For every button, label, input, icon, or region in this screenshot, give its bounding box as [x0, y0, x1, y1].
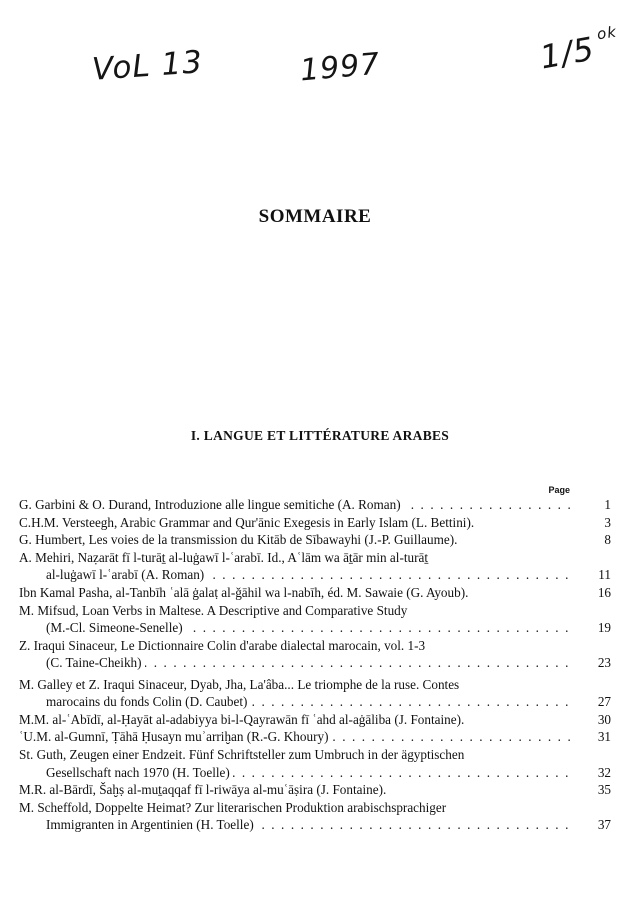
toc-entry-line: Ibn Kamal Pasha, al-Tanbīh ʿalā ġalaṭ al-ǧāhil wa l-nabīh, éd. M. Sawaie (G. Ayoub). [19, 584, 469, 600]
toc-page-number: 37 [575, 816, 611, 834]
toc-page-number: 1 [575, 496, 611, 514]
toc-page-number: 31 [575, 728, 611, 746]
page-column-label: Page [548, 485, 570, 495]
toc-entry-line: M.R. al-Bārdī, Šaḫṣ al-muṯaqqaf fī l-riwāya al-muʿāṣira (J. Fontaine). [19, 782, 387, 798]
toc-entry [19, 676, 611, 711]
toc-page-number: 23 [575, 654, 611, 672]
toc-entry [19, 711, 611, 729]
toc-entry-line: St. Guth, Zeugen einer Endzeit. Fünf Schriftsteller zum Umbruch in der ägyptischen [19, 746, 465, 762]
toc-entry-line: (M.-Cl. Simeone-Senelle) . . . [19, 619, 611, 637]
toc-entry-line: (C. Taine-Cheikh) . . . [19, 654, 611, 672]
toc-entry-line: G. Garbini & O. Durand, Introduzione alle lingue semitiche (A. Roman) . . . [19, 496, 611, 514]
toc-entry-line: A. Mehiri, Naẓarāt fī l-turāṯ al-luġawī l-ʿarabī. Id., Aʿlām wa āṯār min al-turāṯ [19, 549, 429, 565]
toc-entry [19, 514, 611, 532]
toc-page-number: 8 [575, 531, 611, 549]
toc-page-number: 27 [575, 693, 611, 711]
toc-entry-line: Immigranten in Argentinien (H. Toelle) . . . [19, 816, 611, 834]
toc-page-number: 35 [575, 781, 611, 799]
toc-entry-line: Gesellschaft nach 1970 (H. Toelle) . . . [19, 764, 611, 782]
toc-entry [19, 531, 611, 549]
toc-entry [19, 584, 611, 602]
toc-entry [19, 637, 611, 672]
toc-entry-line: M. Scheffold, Doppelte Heimat? Zur literarischen Produktion arabischsprachiger [19, 799, 447, 815]
toc-page-number: 19 [575, 619, 611, 637]
toc-entry-line: M. Galley et Z. Iraqui Sinaceur, Dyab, Jha, La'âba... Le triomphe de la ruse. Contes [19, 676, 460, 692]
handwritten-fraction-note: 1/5 [537, 29, 598, 77]
toc-entry-line: C.H.M. Versteegh, Arabic Grammar and Qur'ānic Exegesis in Early Islam (L. Bettini). [19, 514, 475, 530]
toc-entry [19, 602, 611, 637]
toc-entry [19, 799, 611, 834]
handwritten-year-note: 1997 [298, 46, 382, 89]
toc-entry-line: M. Mifsud, Loan Verbs in Maltese. A Descriptive and Comparative Study [19, 602, 408, 618]
toc-entry-line: al-luġawī l-ʿarabī (A. Roman) . . . [19, 566, 611, 584]
toc-page-number: 16 [575, 584, 611, 602]
toc-entry [19, 781, 611, 799]
toc-entry-line: M.M. al-ʿAbīdī, al-Ḥayāt al-adabiyya bi-l-Qayrawān fī ʿahd al-aġāliba (J. Fontaine). [19, 711, 465, 727]
handwritten-volume-note: VoL 13 [90, 44, 205, 88]
toc-entry [19, 728, 611, 746]
toc-entry [19, 549, 611, 584]
toc-entry [19, 496, 611, 514]
toc-page-number: 32 [575, 764, 611, 782]
section-heading: I. LANGUE ET LITTÉRATURE ARABES [190, 428, 450, 443]
toc-entry-line: Z. Iraqui Sinaceur, Le Dictionnaire Colin d'arabe dialectal marocain, vol. 1-3 [19, 637, 426, 653]
page-title: SOMMAIRE [258, 206, 372, 227]
toc-page-number: 11 [575, 566, 611, 584]
table-of-contents [19, 496, 611, 834]
toc-page-number: 30 [575, 711, 611, 729]
toc-entry-line: marocains du fonds Colin (D. Caubet) . . . [19, 693, 611, 711]
toc-entry-line: G. Humbert, Les voies de la transmission du Kitāb de Sībawayhi (J.-P. Guillaume). [19, 532, 458, 548]
toc-entry [19, 746, 611, 781]
toc-entry-line: ʿU.M. al-Gumnī, Ṭāhā Ḥusayn muʾarriḫan (R.-G. Khoury) . . . [19, 728, 611, 746]
handwritten-ok-note: ok [595, 22, 619, 44]
toc-page-number: 3 [575, 514, 611, 532]
